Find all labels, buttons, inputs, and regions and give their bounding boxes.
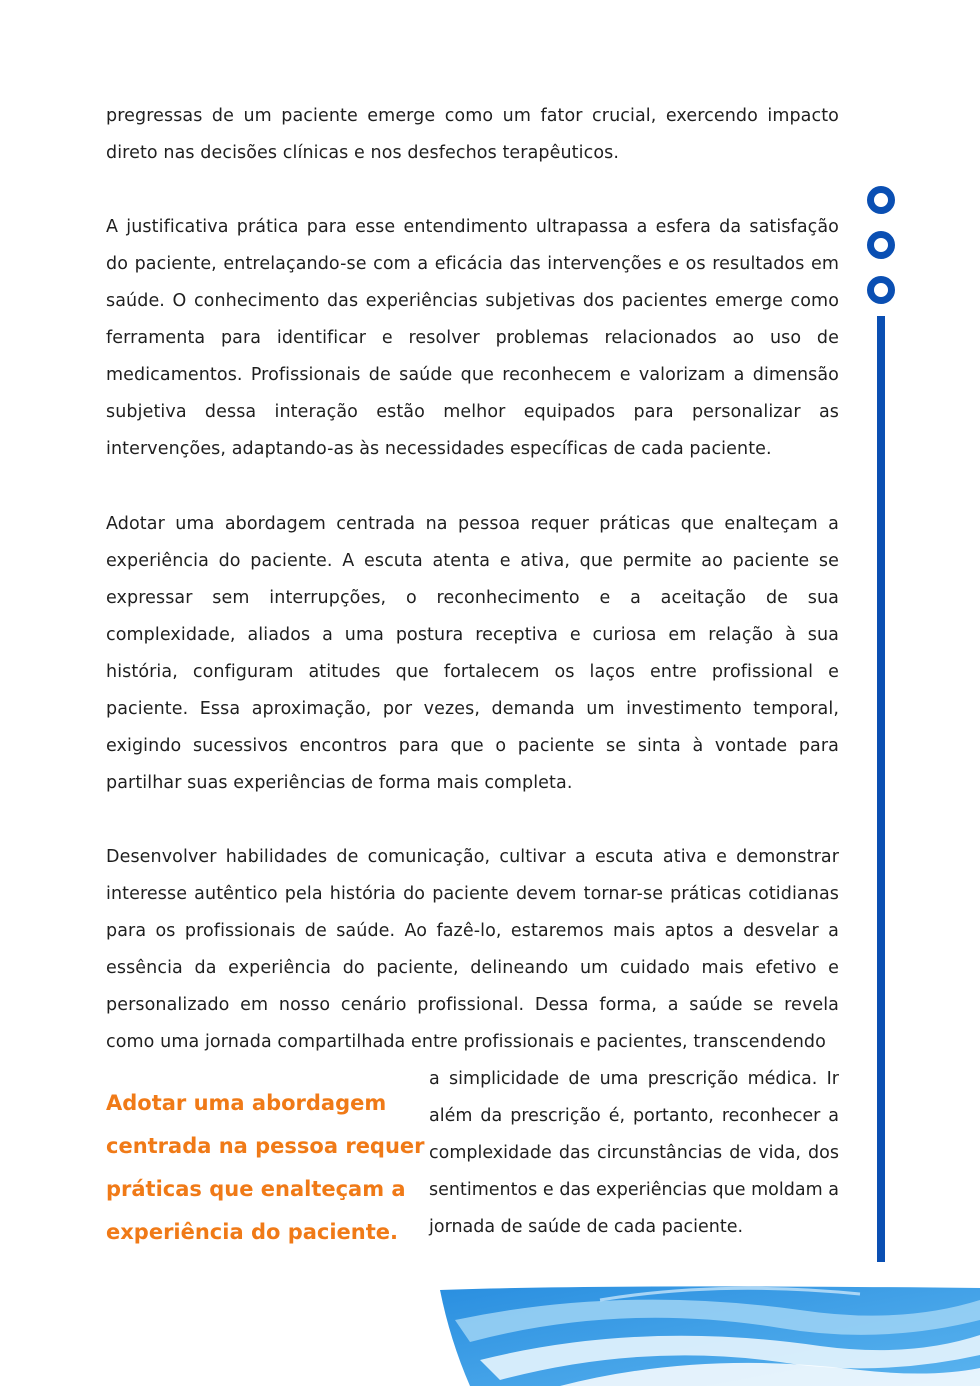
paragraph-1: pregressas de um paciente emerge como um fator crucial, exercendo impacto direto nas decisões clínicas e nos desfechos terapêuticos. — [106, 106, 839, 163]
paragraph-3: Adotar uma abordagem centrada na pessoa requer práticas que enalteçam a experiência do paciente. A escuta atenta e ativa, que permite ao paciente se expressar sem interrupções, o reconhecimento e a aceitação de sua complexidade, aliados a uma postura receptiva e curiosa em relação à sua história, configuram atitudes que fortalecem os laços entre profissional e paciente. Essa aproximação, por vezes, demanda um investimento temporal, exigindo sucessivos encontros para que o paciente se sinta à vontade para partilhar suas experiências de forma mais completa. — [106, 514, 839, 793]
ring-icon — [867, 231, 895, 259]
paragraph-5: a simplicidade de uma prescrição médica. Ir além da prescrição é, portanto, reconhecer a complexidade das circunstâncias de vida, dos sentimentos e das experiências que moldam a jornada de saúde de cada paciente. — [429, 1069, 839, 1237]
ring-icon — [867, 276, 895, 304]
paragraph-4: Desenvolver habilidades de comunicação, cultivar a escuta ativa e demonstrar interesse autêntico pela história do paciente devem tornar-se práticas cotidianas para os profissionais de saúde. Ao fazê-lo, estaremos mais aptos a desvelar a essência da experiência do paciente, delineando um cuidado mais efetivo e personalizado em nosso cenário profissional. Dessa forma, a saúde se revela como uma jornada compartilhada entre profissionais e pacientes, transcendendo — [106, 847, 839, 1052]
pull-quote: Adotar uma abordagem centrada na pessoa requer práticas que enalteçam a experiência do paciente. — [106, 1091, 425, 1244]
decorative-waves — [0, 1280, 980, 1386]
decorative-vertical-line — [877, 316, 885, 1262]
paragraph-2: A justificativa prática para esse entendimento ultrapassa a esfera da satisfação do paciente, entrelaçando-se com a eficácia das intervenções e os resultados em saúde. O conhecimento das experiências subjetivas dos pacientes emerge como ferramenta para identificar e resolver problemas relacionados ao uso de medicamentos. Profissionais de saúde que reconhecem e valorizam a dimensão subjetiva dessa interação estão melhor equipados para personalizar as intervenções, adaptando-as às necessidades específicas de cada paciente. — [106, 217, 839, 459]
ring-icon — [867, 186, 895, 214]
